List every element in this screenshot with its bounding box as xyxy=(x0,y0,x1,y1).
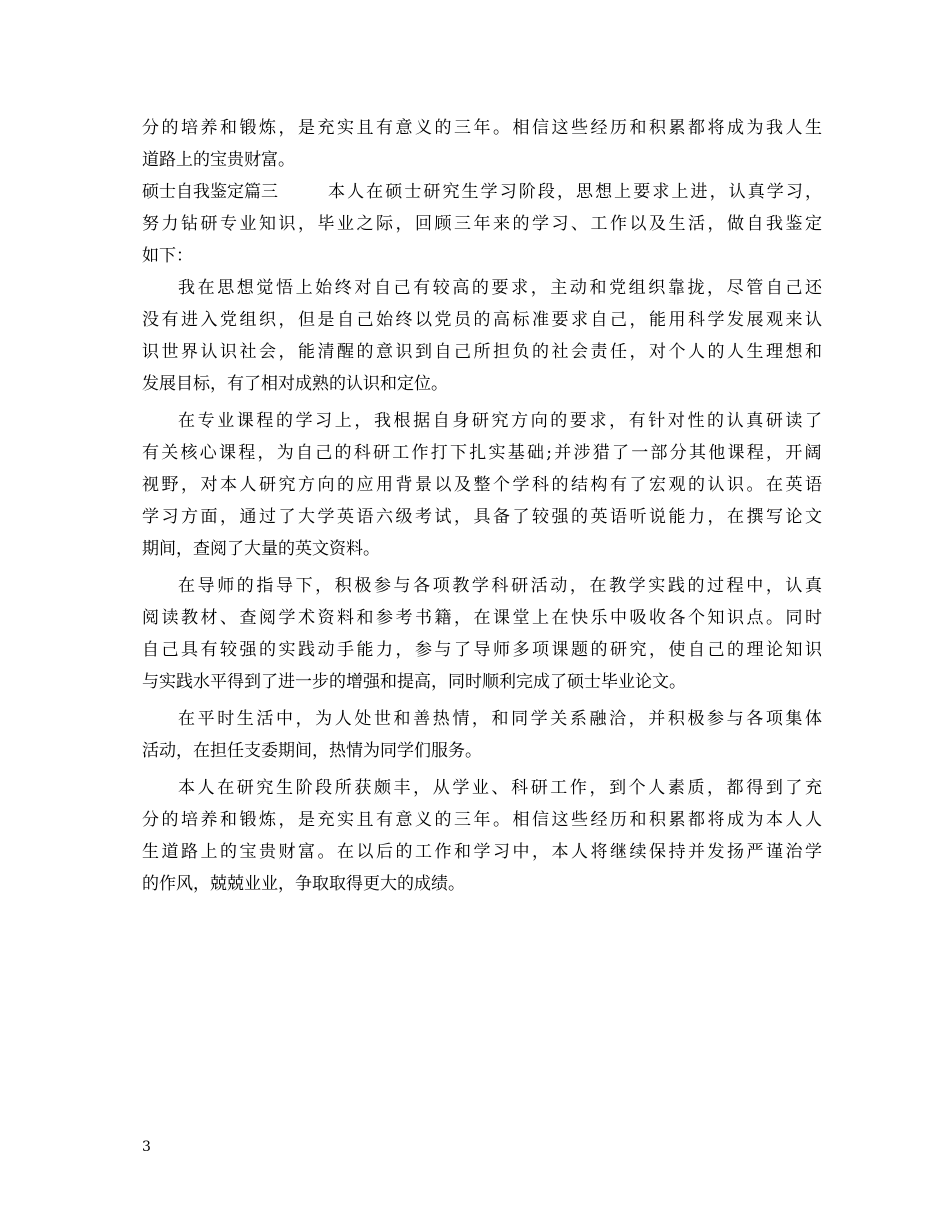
body-line: 识 世 界 认 识 社 会 ， 能 清 醒 的 意 识 到 自 己 所 担 负 的 社 会 责 任 ， 对 个 人 的 人 生 理 想 和 xyxy=(142,342,822,362)
body-line: 如下： xyxy=(142,246,193,266)
body-line: 发展目标，有了相对成熟的认识和定位。 xyxy=(142,374,448,394)
paragraph xyxy=(142,405,822,565)
body-line: 的作风，兢兢业业，争取取得更大的成绩。 xyxy=(142,874,465,894)
body-line: 分 的 培 养 和 锻 炼 ， 是 充 实 且 有 意 义 的 三 年 。 相 信 这 些 经 历 和 积 累 都 将 成 为 本 人 人 xyxy=(142,810,822,830)
body-line: 分 的 培 养 和 锻 炼 ， 是 充 实 且 有 意 义 的 三 年 。 相 信 这 些 经 历 和 积 累 都 将 成 为 我 人 生 xyxy=(142,118,822,138)
paragraph-first-line: 在 导 师 的 指 导 下 ， 积 极 参 与 各 项 教 学 科 研 活 动 ， 在 教 学 实 践 的 过 程 中 ， 认 真 xyxy=(178,576,822,596)
section-intro-first-line: 本 人 在 硕 士 研 究 生 学 习 阶 段 ， 思 想 上 要 求 上 进 ， 认 真 学 习 ， xyxy=(328,182,822,202)
body-line: 活动，在担任支委期间，热情为同学们服务。 xyxy=(142,741,482,761)
paragraph-first-line: 我 在 思 想 觉 悟 上 始 终 对 自 己 有 较 高 的 要 求 ， 主 动 和 党 组 织 靠 拢 ， 尽 管 自 己 还 xyxy=(178,278,822,298)
paragraph xyxy=(142,272,822,400)
section-heading: 硕士自我鉴定篇三 xyxy=(142,182,278,202)
body-line: 有 关 核 心 课 程 ， 为 自 己 的 科 研 工 作 打 下 扎 实 基 础 ; 并 涉 猎 了 一 部 分 其 他 课 程 ， 开 阔 xyxy=(142,443,822,463)
body-line: 期间，查阅了大量的英文资料。 xyxy=(142,539,380,559)
document-body xyxy=(142,112,822,900)
body-line: 没 有 进 入 党 组 织 ， 但 是 自 己 始 终 以 党 员 的 高 标 准 要 求 自 己 ， 能 用 科 学 发 展 观 来 认 xyxy=(142,310,822,330)
paragraph-first-line: 在 专 业 课 程 的 学 习 上 ， 我 根 据 自 身 研 究 方 向 的 要 求 ， 有 针 对 性 的 认 真 研 读 了 xyxy=(178,411,822,431)
page-number: 3 xyxy=(142,1139,151,1155)
paragraph xyxy=(142,570,822,698)
body-line: 与实践水平得到了进一步的增强和提高，同时顺利完成了硕士毕业论文。 xyxy=(142,672,686,692)
body-line: 学 习 方 面 ， 通 过 了 大 学 英 语 六 级 考 试 ， 具 备 了 较 强 的 英 语 听 说 能 力 ， 在 撰 写 论 文 xyxy=(142,507,822,527)
body-line: 视 野 ， 对 本 人 研 究 方 向 的 应 用 背 景 以 及 整 个 学 科 的 结 构 有 了 宏 观 的 认 识 。 在 英 语 xyxy=(142,475,822,495)
body-line: 努 力 钻 研 专 业 知 识 ， 毕 业 之 际 ， 回 顾 三 年 来 的 学 习 、 工 作 以 及 生 活 ， 做 自 我 鉴 定 xyxy=(142,214,822,234)
paragraph xyxy=(142,772,822,900)
paragraph xyxy=(142,703,822,767)
body-line: 道路上的宝贵财富。 xyxy=(142,150,295,170)
paragraph-first-line: 在 平 时 生 活 中 ， 为 人 处 世 和 善 热 情 ， 和 同 学 关 系 融 洽 ， 并 积 极 参 与 各 项 集 体 xyxy=(178,709,822,729)
section-heading-row xyxy=(142,176,822,208)
body-line: 自 己 具 有 较 强 的 实 践 动 手 能 力 ， 参 与 了 导 师 多 项 课 题 的 研 究 ， 使 自 己 的 理 论 知 识 xyxy=(142,640,822,660)
paragraph-first-line: 本 人 在 研 究 生 阶 段 所 获 颇 丰 ， 从 学 业 、 科 研 工 作 ， 到 个 人 素 质 ， 都 得 到 了 充 xyxy=(178,778,822,798)
body-line: 生 道 路 上 的 宝 贵 财 富 。 在 以 后 的 工 作 和 学 习 中 ， 本 人 将 继 续 保 持 并 发 扬 严 谨 治 学 xyxy=(142,842,822,862)
body-line: 阅 读 教 材 、 查 阅 学 术 资 料 和 参 考 书 籍 ， 在 课 堂 上 在 快 乐 中 吸 收 各 个 知 识 点 。 同 时 xyxy=(142,608,822,628)
